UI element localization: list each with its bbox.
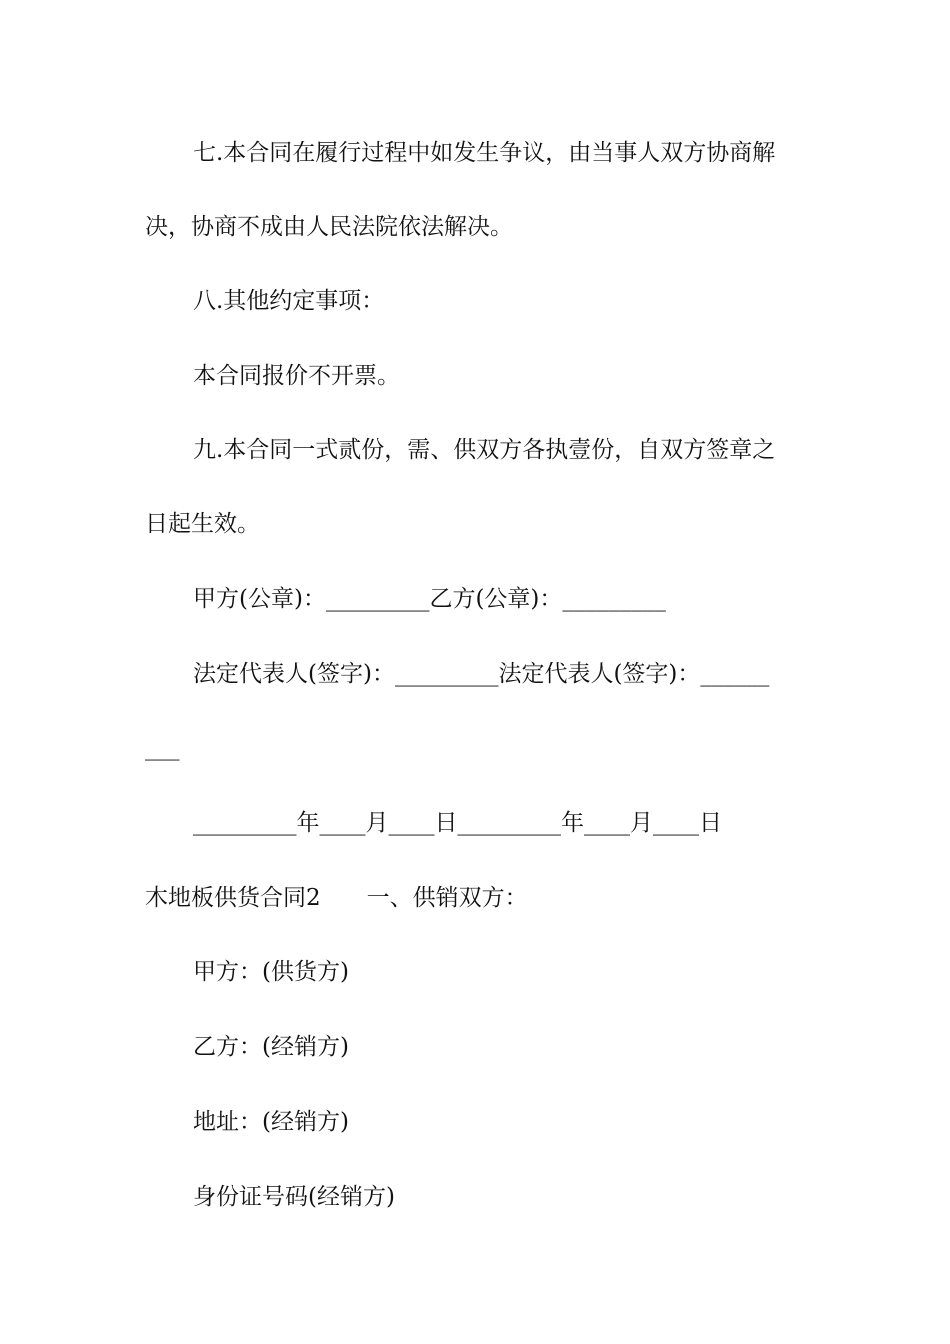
seal-line: 甲方(公章)：_________乙方(公章)：_________ (193, 586, 666, 612)
signature-line: 法定代表人(签字)：_________法定代表人(签字)：______ (193, 661, 770, 687)
clause-7-line-1: 七.本合同在履行过程中如发生争议，由当事人双方协商解 (193, 140, 776, 166)
party-b-line: 乙方：(经销方) (193, 1034, 349, 1060)
clause-8-heading: 八.其他约定事项： (193, 288, 385, 314)
clause-9-line-2: 日起生效。 (145, 511, 260, 537)
party-a-line: 甲方：(供货方) (193, 959, 349, 985)
clause-8-content: 本合同报价不开票。 (193, 363, 400, 389)
clause-9-line-1: 九.本合同一式贰份，需、供双方各执壹份，自双方签章之 (193, 437, 776, 463)
contract-2-title: 木地板供货合同2 一、供销双方： (145, 885, 528, 911)
id-number-line: 身份证号码(经销方) (193, 1184, 395, 1210)
address-line: 地址：(经销方) (193, 1109, 349, 1135)
signature-line-wrap: ___ (145, 735, 180, 761)
clause-7-line-2: 决，协商不成由人民法院依法解决。 (145, 214, 513, 240)
date-line: _________年____月____日_________年____月____日 (193, 810, 722, 836)
